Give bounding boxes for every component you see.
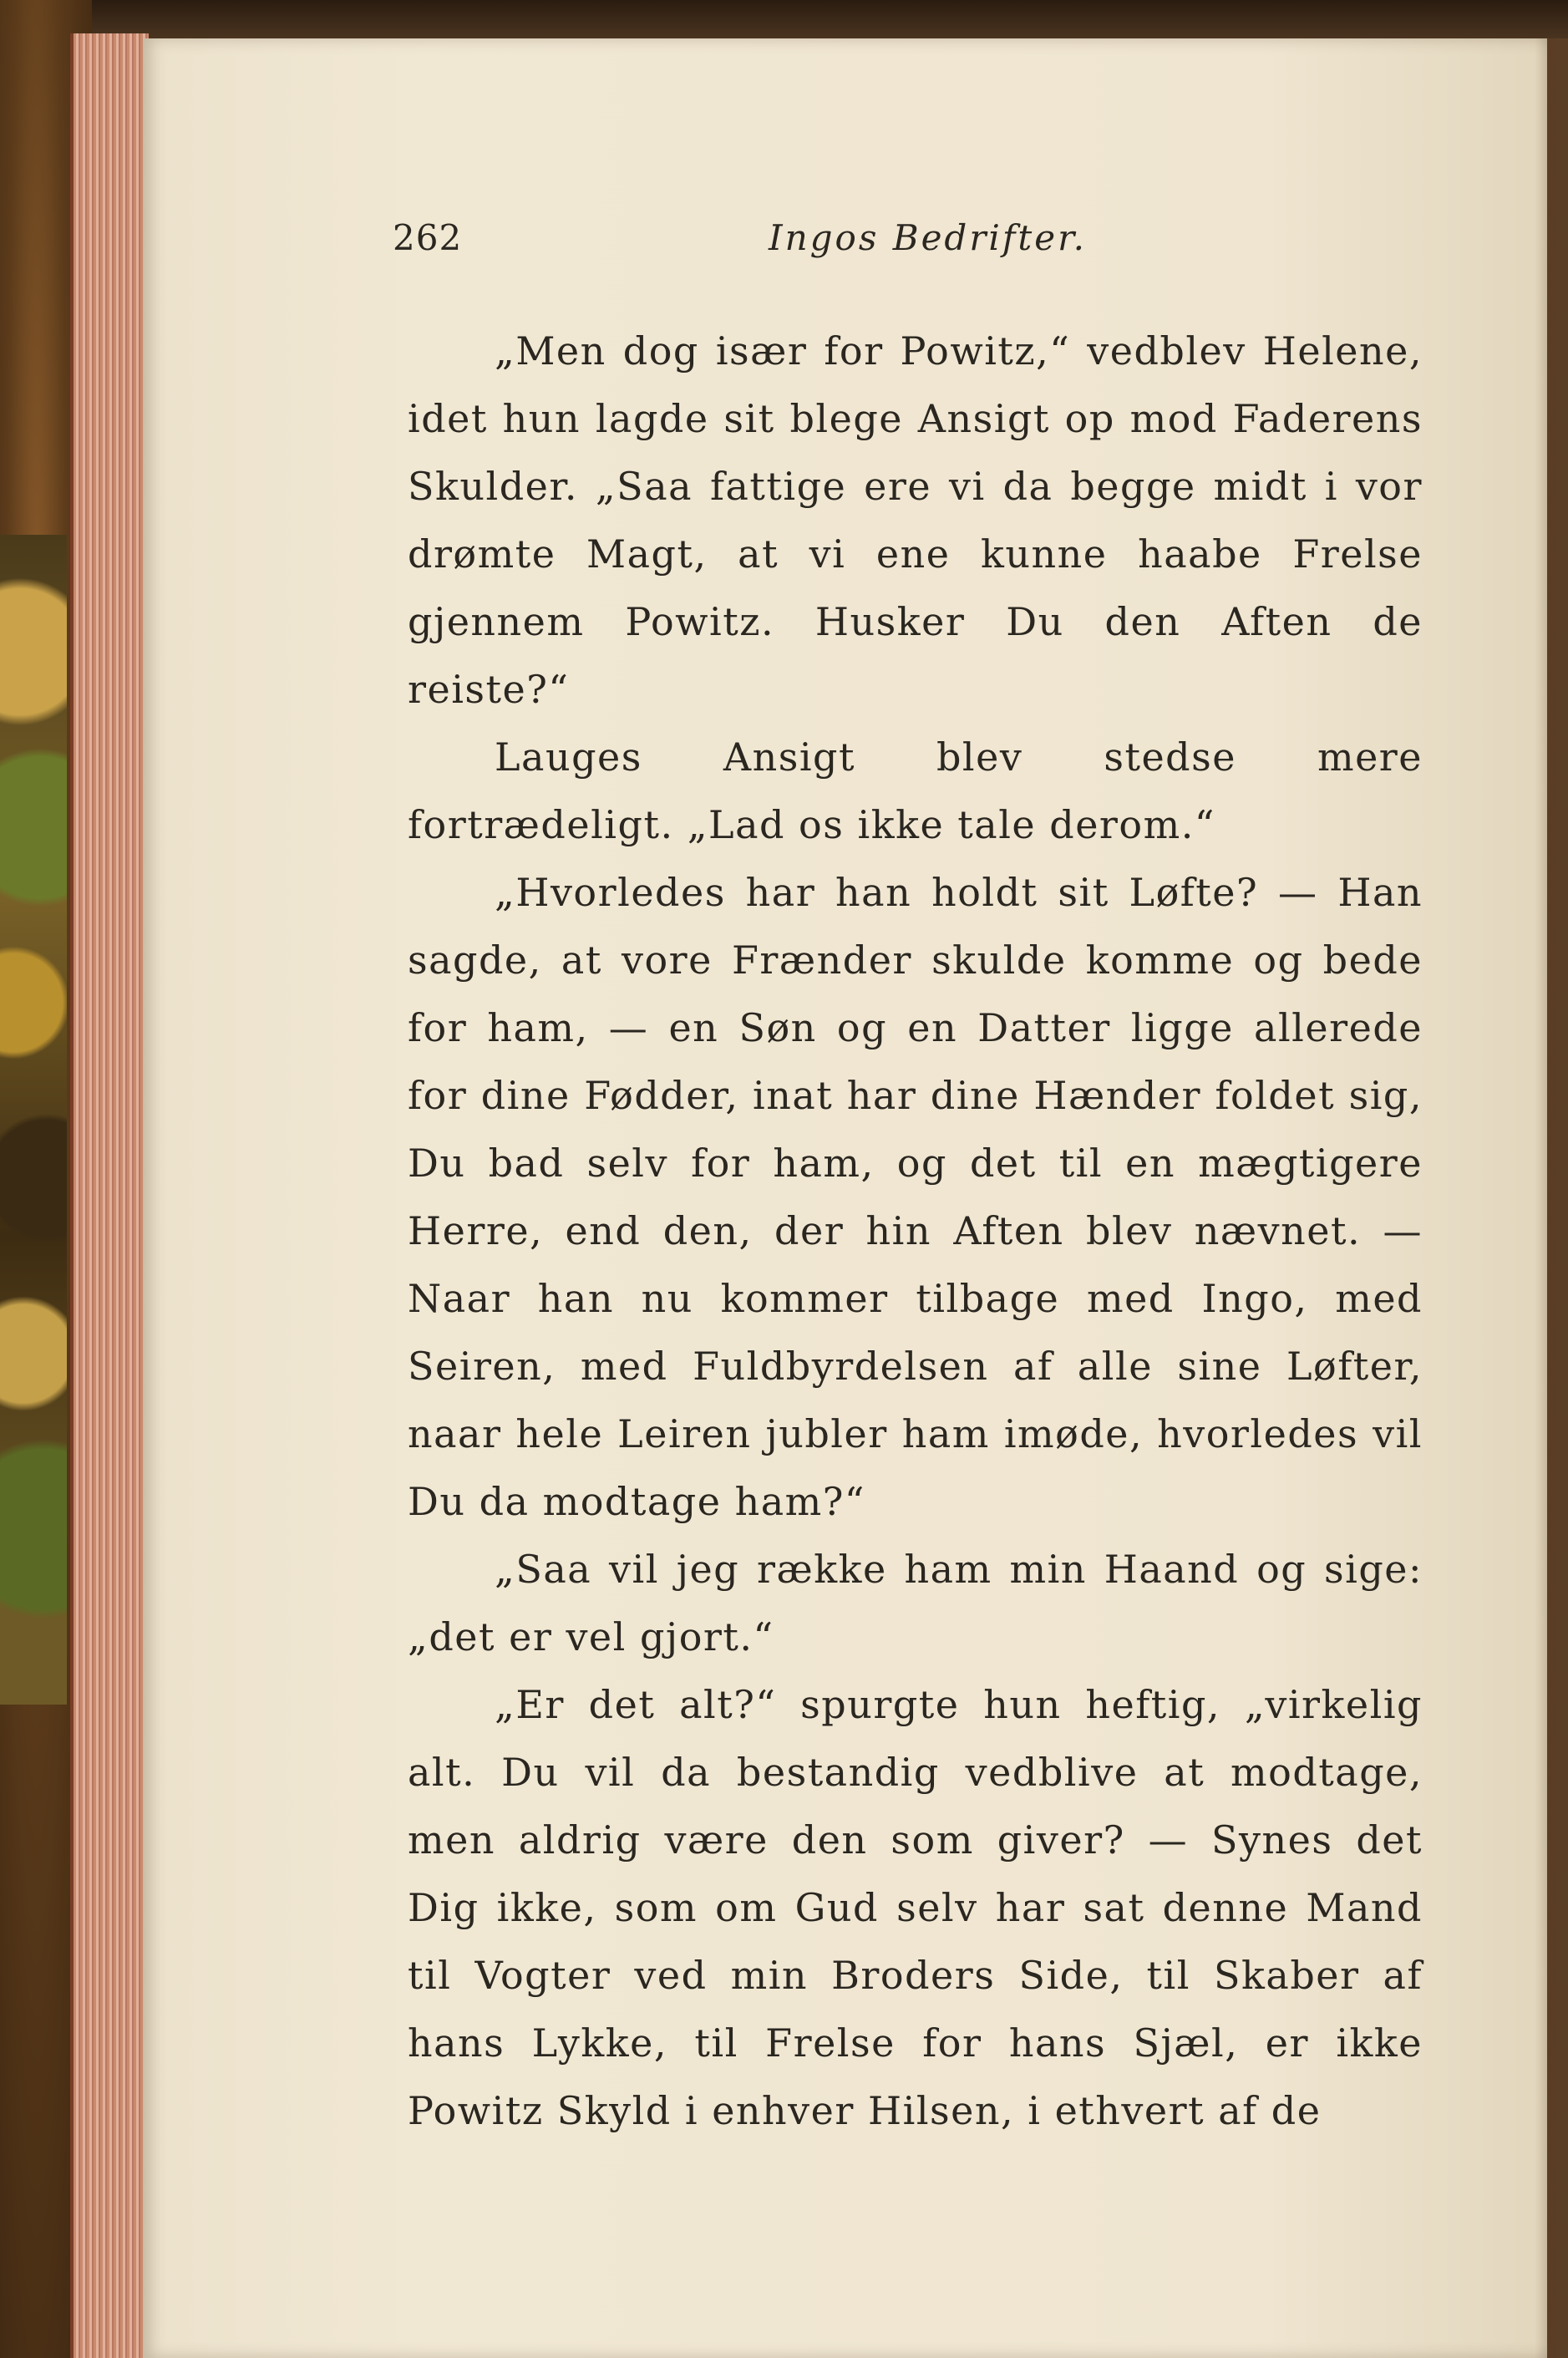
page-gutter-shadow (1535, 38, 1568, 2358)
paragraph: „Men dog især for Powitz,“ vedblev Helene, idet hun lagde sit blege Ansigt op mod Faderens Skulder. „Saa fattige ere vi da begge midt i vor drømte Magt, at vi ene kunne haabe Frelse gjennem Powitz. Husker Du den Aften de reiste?“ (408, 328, 1423, 712)
running-head: Ingos Bedrifter. (769, 217, 1087, 258)
paragraph: „Saa vil jeg række ham min Haand og sige: „det er vel gjort.“ (408, 1547, 1423, 1659)
paragraph: „Er det alt?“ spurgte hun heftig, „virkelig alt. Du vil da bestandig vedblive at modtage, men aldrig være den som giver? — Synes det Dig ikke, som om Gud selv har sat denne Mand til Vogter ved min Broders Side, til Skaber af hans Lykke, til Frelse for hans Sjæl, er ikke Powitz Skyld i enhver Hilsen, i ethvert af de (408, 1682, 1423, 2133)
page-header (393, 217, 1428, 267)
marbled-cover-paper (0, 535, 67, 1705)
paragraph: Lauges Ansigt blev stedse mere fortrædeligt. „Lad os ikke tale derom.“ (408, 734, 1423, 847)
page-number: 262 (393, 217, 463, 258)
page-edges (70, 33, 149, 2358)
body-text (408, 318, 1423, 2145)
paragraph: „Hvorledes har han holdt sit Løfte? — Han sagde, at vore Frænder skulde komme og bede for ham, — en Søn og en Datter ligge allerede for dine Fødder, inat har dine Hænder foldet sig, Du bad selv for ham, og det til en mægtigere Herre, end den, der hin Aften blev nævnet. — Naar han nu kommer tilbage med Ingo, med Seiren, med Fuldbyrdelsen af alle sine Løfter, naar hele Leiren jubler ham imøde, hvorledes vil Du da modtage ham?“ (408, 870, 1423, 1524)
book-top-edge (0, 0, 1568, 38)
